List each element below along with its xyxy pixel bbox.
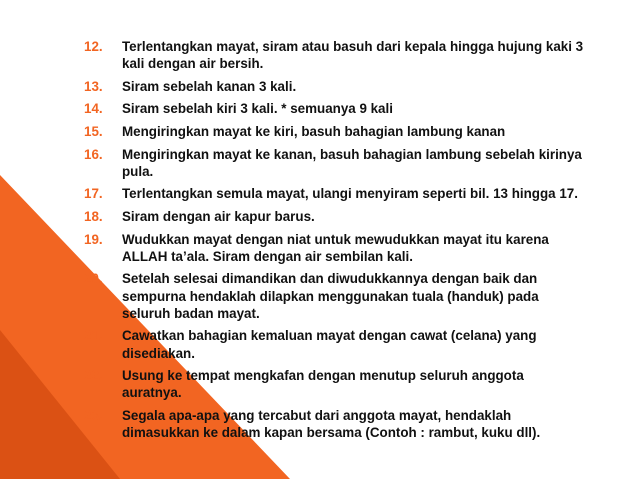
item-number: 12. xyxy=(84,39,103,54)
item-text: Terlentangkan semula mayat, ulangi menyiram seperti bil. 13 hingga 17. xyxy=(122,186,578,202)
list-item xyxy=(84,146,584,180)
list-item xyxy=(84,38,584,72)
item-text: Siram sebelah kanan 3 kali. xyxy=(122,78,297,94)
list-item xyxy=(84,208,584,225)
item-number: 19. xyxy=(84,231,103,247)
item-number: 14. xyxy=(84,101,103,117)
list-item xyxy=(84,270,584,322)
instruction-list xyxy=(84,38,584,447)
item-text: Siram dengan air kapur barus. xyxy=(122,208,315,224)
item-number: 20. xyxy=(84,271,103,287)
item-text: Siram sebelah kiri 3 kali. * semuanya 9 kali xyxy=(122,101,393,117)
item-text: Wudukkan mayat dengan niat untuk mewudukkan mayat itu karena ALLAH ta’ala. Siram dengan air sembilan kali. xyxy=(122,231,549,264)
item-number: 16. xyxy=(84,146,103,162)
item-number: 18. xyxy=(84,208,103,224)
list-item xyxy=(84,407,584,441)
item-number: 15. xyxy=(84,123,103,139)
list-item xyxy=(84,78,584,95)
list-item xyxy=(84,327,584,361)
item-number: 21. xyxy=(84,328,103,344)
list-item xyxy=(84,231,584,265)
item-text: Segala apa-apa yang tercabut dari anggota mayat, hendaklah dimasukkan ke dalam kapan bersama (Contoh : rambut, kuku dll). xyxy=(122,407,541,441)
item-text: Mengiringkan mayat ke kiri, basuh bahagian lambung kanan xyxy=(122,123,506,139)
list-item xyxy=(84,100,584,117)
item-text: Terlentangkan mayat, siram atau basuh dari kepala hingga hujung kaki 3 kali dengan air bersih. xyxy=(122,39,584,72)
item-text: Cawatkan bahagian kemaluan mayat dengan cawat (celana) yang disediakan. xyxy=(122,328,537,361)
item-text: Setelah selesai dimandikan dan diwudukkannya dengan baik dan sempurna hendaklah dilapkan menggunakan tuala (handuk) pada seluruh badan mayat. xyxy=(122,271,539,321)
list-item xyxy=(84,123,584,140)
list-item xyxy=(84,367,584,401)
item-number: 22. xyxy=(84,368,103,384)
item-text: Mengiringkan mayat ke kanan, basuh bahagian lambung sebelah kirinya pula. xyxy=(122,146,582,179)
item-number: 23. xyxy=(84,407,103,423)
item-number: 17. xyxy=(84,186,103,202)
item-number: 13. xyxy=(84,78,103,94)
item-text: Usung ke tempat mengkafan dengan menutup seluruh anggota auratnya. xyxy=(122,368,524,401)
list-item xyxy=(84,185,584,202)
